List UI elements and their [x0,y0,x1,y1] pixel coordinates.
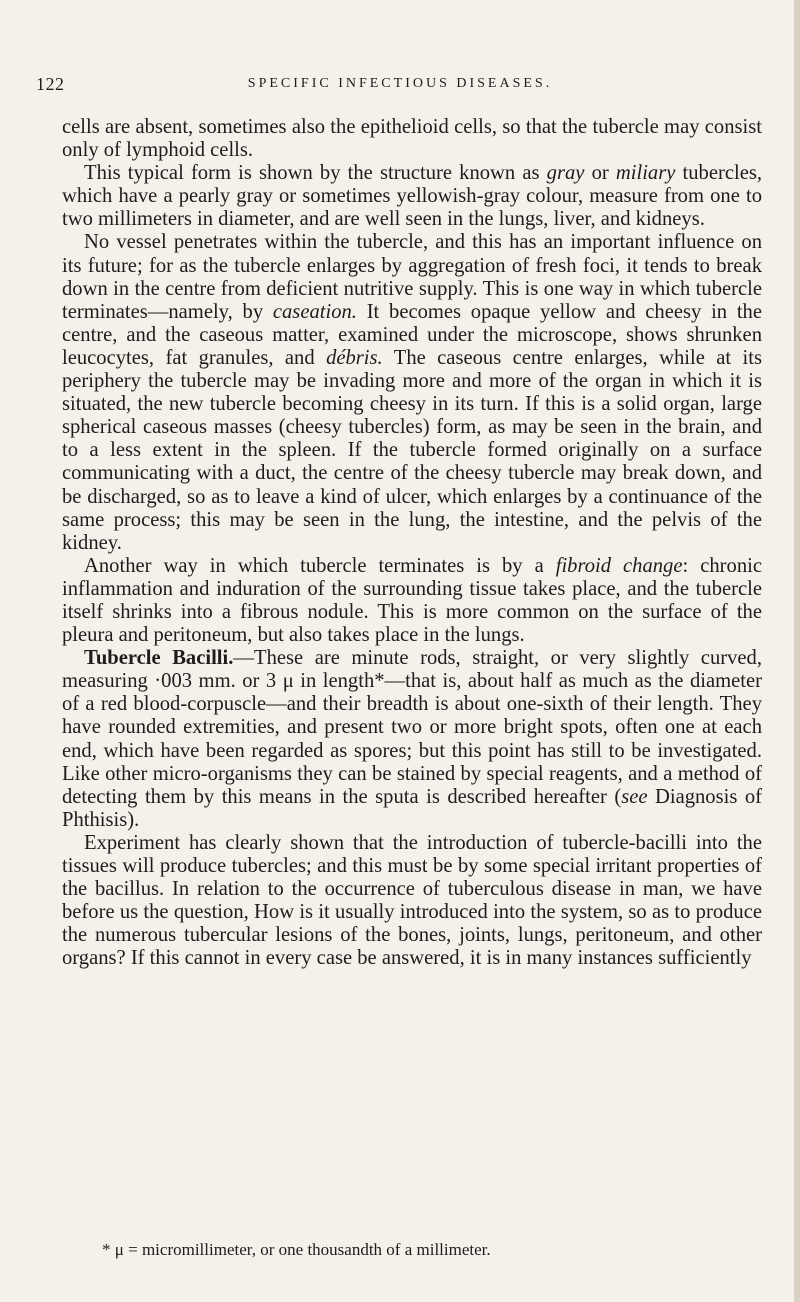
page-edge [794,0,800,1302]
paragraph-text: —These are minute rods, straight, or very slightly curved, measuring ·003 mm. or 3 μ in length*—that is, about half as much as the diameter of a red blood-corpuscle—and their breadth is about one-sixth of their length. They have rounded extremities, and present two or more bright spots, often one at each end, which have been regarded as spores; but this point has still to be investigated. Like other micro-organisms they can be stained by special reagents, and a method of detecting them by this means in the sputa is described hereafter ( [62,647,762,808]
paragraph [62,116,762,162]
italic-term: miliary [615,162,676,185]
paragraph-text: It becomes opaque yellow and cheesy in the centre, and the caseous matter, examined under the microscope, shows shrunken leucocytes, fat granules, and [62,300,762,369]
paragraph [62,555,762,647]
italic-term: débris. [326,346,383,369]
italic-term: fibroid change [555,554,683,577]
paragraph-text: The caseous centre enlarges, while at its periphery the tubercle may be invading more and more of the organ in which it is situated, the new tubercle becoming cheesy in its turn. If this is a solid organ, large spherical caseous masses (cheesy tubercles) form, as may be seen in the brain, and to a less extent in the spleen. If the tubercle formed originally on a surface communicating with a duct, the centre of the cheesy tubercle may break down, and be discharged, so as to leave a kind of ulcer, which enlarges by a continuance of the same process; this may be seen in the lung, the intestine, and the pelvis of the kidney. [62,346,762,554]
section-heading: Tubercle Bacilli. [84,647,234,670]
paragraph-text: cells are absent, sometimes also the epithelioid cells, so that the tubercle may consist only of lymphoid cells. [62,116,762,162]
paragraph [62,832,762,971]
paragraph-text: Diagnosis of Phthisis). [62,785,762,831]
italic-term: gray [546,162,585,185]
paragraph-text: : chronic inflammation and induration of the surrounding tissue takes place, and the tubercle itself shrinks into a fibrous nodule. This is more common on the surface of the pleura and peritoneum, but also takes place in the lungs. [62,554,762,647]
paragraph-text: tubercles, which have a pearly gray or sometimes yellowish-gray colour, measure from one to two millimeters in diameter, and are well seen in the lungs, liver, and kidneys. [62,162,762,231]
footnote: * μ = micromillimeter, or one thousandth of a millimeter. [102,1240,491,1259]
paragraph [62,647,762,832]
page-header [36,74,764,96]
paragraph [62,162,762,231]
paragraph-text: Experiment has clearly shown that the introduction of tubercle-bacilli into the tissues will produce tubercles; and this must be by some special irritant properties of the bacillus. In relation to the occurrence of tuberculous disease in man, we have before us the question, How is it usually introduced into the system, so as to produce the numerous tubercular lesions of the bones, joints, lungs, peritoneum, and other organs? If this cannot in every case be answered, it is in many instances sufficiently [62,831,762,970]
italic-term: see [621,785,648,808]
paragraph-text: No vessel penetrates within the tubercle, and this has an important influence on its future; for as the tubercle enlarges by aggregation of fresh foci, it tends to break down in the centre from deficient nutritive supply. This is one way in which tubercle terminates—namely, by [62,231,762,323]
body-text [62,116,762,970]
paragraph-text: Another way in which tubercle terminates is by a [84,554,556,577]
paragraph-text: or [584,162,616,185]
page-number: 122 [36,74,65,94]
running-head: SPECIFIC INFECTIOUS DISEASES. [247,76,553,91]
paragraph-text: This typical form is shown by the structure known as [84,162,547,185]
italic-term: caseation. [272,300,357,323]
paragraph [62,231,762,554]
